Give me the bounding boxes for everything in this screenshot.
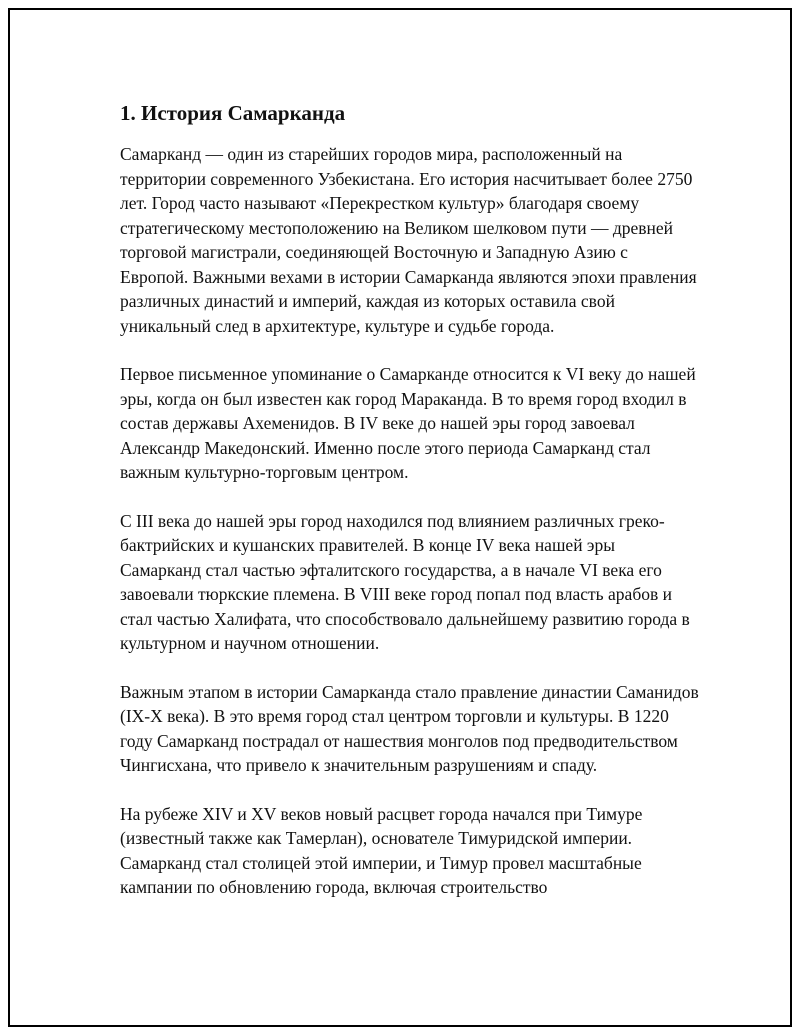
- paragraph: Первое письменное упоминание о Самарканде относится к VI веку до нашей эры, когда он был известен как город Мараканда. В то время город входил в состав державы Ахеменидов. В IV веке до нашей эры город завоевал Александр Македонский. Именно после этого периода Самарканд стал важным культурно-торговым центром.: [120, 364, 696, 482]
- document-content: [120, 98, 700, 924]
- section-heading: 1. История Самарканда: [120, 101, 346, 125]
- paragraph: Важным этапом в истории Самарканда стало правление династии Саманидов (IX-X века). В это время город стал центром торговли и культуры. В 1220 году Самарканд пострадал от нашествия монголов под предводительством Чингисхана, что привело к значительным разрушениям и спаду.: [120, 681, 699, 775]
- paragraph: Самарканд — один из старейших городов мира, расположенный на территории современного Узбекистана. Его история насчитывает более 2750 лет. Город часто называют «Перекрестком культур» благодаря своему стратегическому местоположению на Великом шелковом пути — древней торговой магистрали, соединяющей Восточную и Западную Азию с Европой. Важными вехами в истории Самарканда являются эпохи правления различных династий и империй, каждая из которых оставила свой уникальный след в архитектуре, культуре и судьбе города.: [120, 144, 697, 336]
- paragraph: На рубеже XIV и XV веков новый расцвет города начался при Тимуре (известный также как Тамерлан), основателе Тимуридской империи. Самарканд стал столицей этой империи, и Тимур провел масштабные кампании по обновлению города, включая строительство: [120, 803, 643, 897]
- document-page: [8, 8, 792, 1027]
- paragraph: С III века до нашей эры город находился под влиянием различных греко-бактрийских и кушанских правителей. В конце IV века нашей эры Самарканд стал частью эфталитского государства, а в начале VI века его завоевали тюркские племена. В VIII веке город попал под власть арабов и стал частью Халифата, что способствовало дальнейшему развитию города в культурном и научном отношении.: [120, 510, 690, 653]
